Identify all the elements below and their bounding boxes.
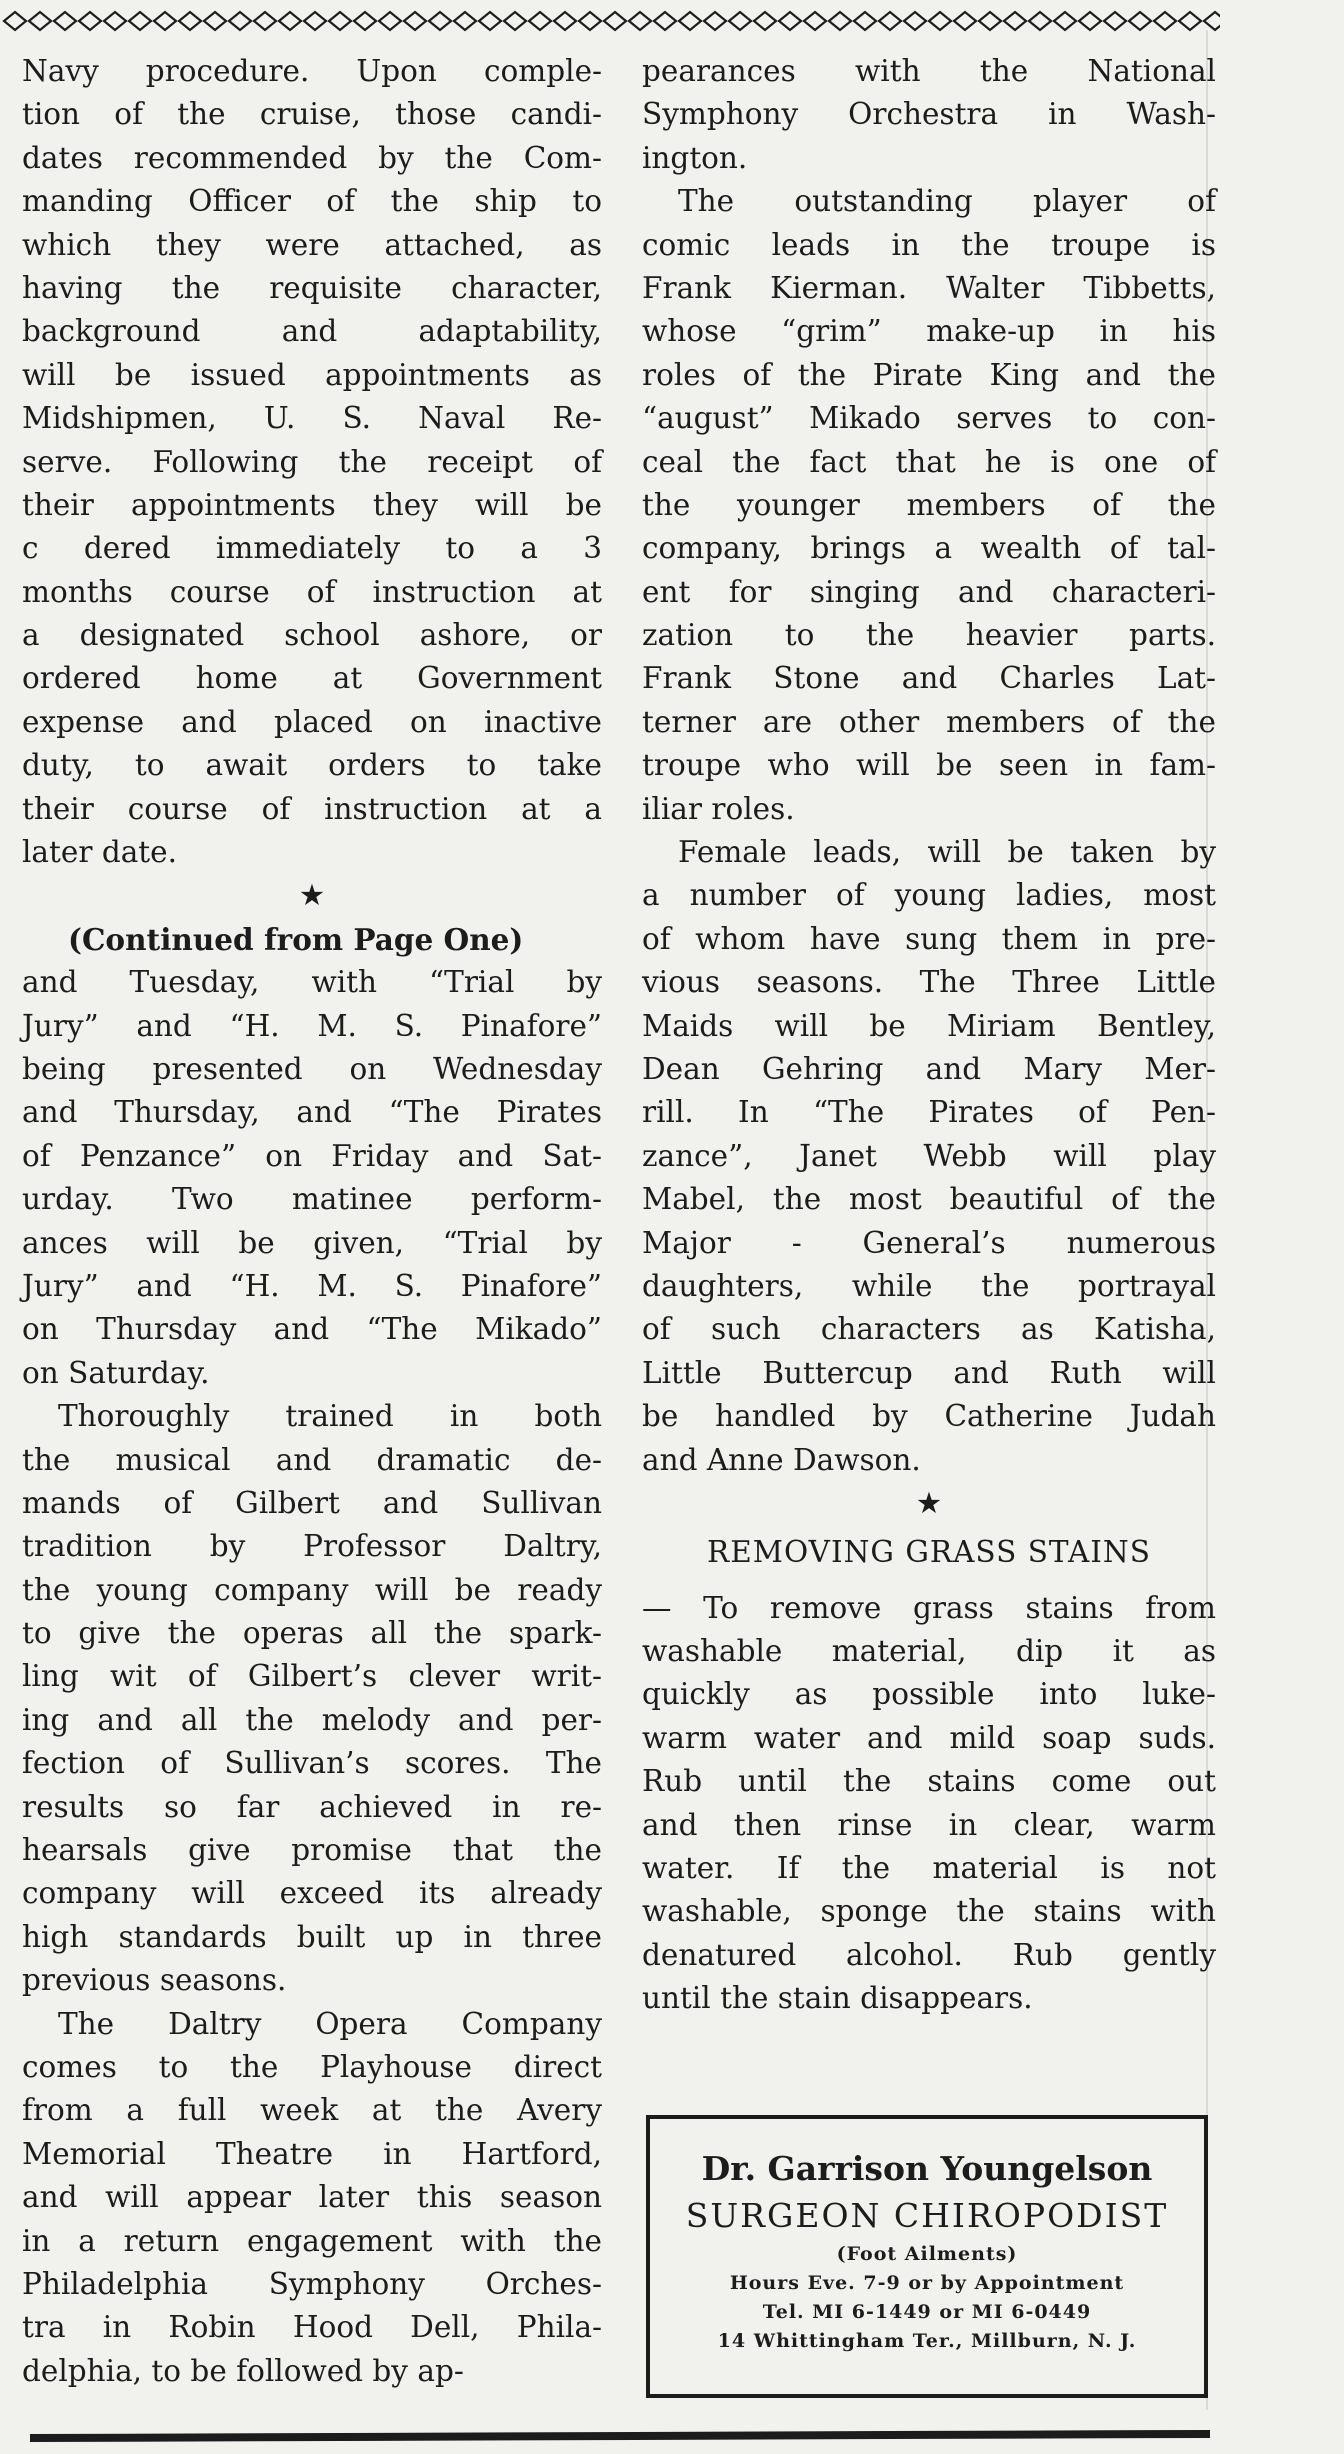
border-diamond bbox=[279, 12, 301, 30]
border-diamond bbox=[1104, 12, 1126, 30]
text-line: ling wit of Gilbert’s clever writ- bbox=[22, 1659, 602, 1694]
text-line: delphia, to be followed by ap- bbox=[22, 2353, 464, 2388]
left-paragraph-block-2 bbox=[22, 961, 602, 2393]
text-line: ordered home at Government bbox=[22, 661, 602, 696]
border-diamond bbox=[704, 12, 726, 30]
text-line: ceal the fact that he is one of bbox=[642, 444, 1216, 479]
decorative-border bbox=[0, 6, 1220, 36]
text-line: zation to the heavier parts. bbox=[642, 618, 1216, 653]
text-line: manding Officer of the ship to bbox=[22, 184, 602, 219]
article-heading: REMOVING GRASS STAINS bbox=[707, 1535, 1151, 1570]
border-diamond bbox=[454, 12, 476, 30]
text-line: the young company will be ready bbox=[22, 1572, 602, 1607]
text-line: of whom have sung them in pre- bbox=[642, 921, 1216, 956]
text-line: their course of instruction at a bbox=[22, 791, 602, 826]
text-line: be handled by Catherine Judah bbox=[642, 1399, 1216, 1434]
text-line: duty, to await orders to take bbox=[22, 748, 602, 783]
text-line: of such characters as Katisha, bbox=[642, 1312, 1216, 1347]
text-line: serve. Following the receipt of bbox=[22, 444, 602, 479]
text-line: which they were attached, as bbox=[22, 227, 602, 262]
text-line: Symphony Orchestra in Wash- bbox=[642, 97, 1216, 132]
continued-note: (Continued from Page One) bbox=[68, 921, 524, 957]
border-diamond bbox=[754, 12, 776, 30]
text-line: Frank Stone and Charles Lat- bbox=[642, 661, 1216, 696]
ad-address: 14 Whittingham Ter., Millburn, N. J. bbox=[717, 2330, 1137, 2352]
border-diamond bbox=[979, 12, 1001, 30]
border-diamond bbox=[554, 12, 576, 30]
text-line: Rub until the stains come out bbox=[642, 1764, 1216, 1799]
ad-phone: Tel. MI 6-1449 or MI 6-0449 bbox=[762, 2301, 1092, 2323]
text-line: the younger members of the bbox=[642, 487, 1216, 522]
text-line: Little Buttercup and Ruth will bbox=[642, 1355, 1216, 1390]
border-diamond bbox=[229, 12, 251, 30]
text-line: ington. bbox=[642, 140, 748, 175]
text-line: tradition by Professor Daltry, bbox=[22, 1529, 602, 1564]
right-column bbox=[642, 50, 1216, 2021]
text-line: to give the operas all the spark- bbox=[22, 1616, 602, 1651]
text-line: Midshipmen, U. S. Naval Re- bbox=[22, 401, 602, 436]
text-line: company will exceed its already bbox=[22, 1876, 602, 1911]
text-line: until the stain disappears. bbox=[642, 1981, 1033, 2016]
border-diamond bbox=[1079, 12, 1101, 30]
text-line: and will appear later this season bbox=[22, 2180, 602, 2215]
text-line: warm water and mild soap suds. bbox=[642, 1720, 1216, 1755]
border-diamond bbox=[1179, 12, 1201, 30]
text-line: in a return engagement with the bbox=[22, 2223, 602, 2258]
text-line: previous seasons. bbox=[22, 1963, 287, 1998]
text-line: urday. Two matinee perform- bbox=[22, 1182, 602, 1217]
border-diamond bbox=[304, 12, 326, 30]
border-diamond bbox=[1029, 12, 1051, 30]
text-line: and Thursday, and “The Pirates bbox=[22, 1095, 602, 1130]
border-diamond bbox=[79, 12, 101, 30]
section-star: ★ bbox=[298, 878, 326, 913]
text-line: results so far achieved in re- bbox=[22, 1789, 602, 1824]
text-line: Dean Gehring and Mary Mer- bbox=[642, 1051, 1216, 1086]
border-diamond bbox=[1129, 12, 1151, 30]
text-line: later date. bbox=[22, 835, 177, 870]
border-diamond bbox=[854, 12, 876, 30]
text-line: Major - General’s numerous bbox=[642, 1225, 1216, 1260]
text-line: comic leads in the troupe is bbox=[642, 227, 1216, 262]
text-line: company, brings a wealth of tal- bbox=[642, 531, 1216, 566]
border-diamond bbox=[179, 12, 201, 30]
text-line: daughters, while the portrayal bbox=[642, 1268, 1216, 1303]
text-line: washable, sponge the stains with bbox=[642, 1894, 1216, 1929]
text-line: hearsals give promise that the bbox=[22, 1833, 602, 1868]
text-line: water. If the material is not bbox=[642, 1851, 1216, 1886]
text-line: washable material, dip it as bbox=[642, 1634, 1216, 1669]
text-line: Female leads, will be taken by bbox=[678, 835, 1216, 870]
text-line: terner are other members of the bbox=[642, 704, 1216, 739]
text-line: fection of Sullivan’s scores. The bbox=[22, 1746, 602, 1781]
right-paragraph-block-1 bbox=[642, 50, 1216, 1482]
ad-hours: Hours Eve. 7-9 or by Appointment bbox=[729, 2272, 1125, 2294]
text-line: dates recommended by the Com- bbox=[22, 140, 602, 175]
ad-name: Dr. Garrison Youngelson bbox=[701, 2149, 1153, 2188]
text-line: Frank Kierman. Walter Tibbetts, bbox=[642, 270, 1216, 305]
border-diamond bbox=[429, 12, 451, 30]
border-diamond bbox=[904, 12, 926, 30]
border-diamond bbox=[1154, 12, 1176, 30]
text-line: being presented on Wednesday bbox=[22, 1051, 602, 1086]
section-star-right: ★ bbox=[915, 1485, 943, 1520]
text-line: Maids will be Miriam Bentley, bbox=[642, 1008, 1216, 1043]
border-diamond bbox=[479, 12, 501, 30]
text-line: ing and all the melody and per- bbox=[22, 1702, 602, 1737]
left-column bbox=[22, 50, 602, 2393]
text-line: months course of instruction at bbox=[22, 574, 602, 609]
border-diamond bbox=[329, 12, 351, 30]
text-line: on Thursday and “The Mikado” bbox=[22, 1312, 602, 1347]
text-line: The outstanding player of bbox=[678, 184, 1216, 219]
text-line: a designated school ashore, or bbox=[22, 618, 602, 653]
text-line: Jury” and “H. M. S. Pinafore” bbox=[22, 1268, 602, 1303]
text-line: will be issued appointments as bbox=[22, 357, 602, 392]
text-line: Memorial Theatre in Hartford, bbox=[22, 2136, 602, 2171]
border-diamond bbox=[204, 12, 226, 30]
border-diamond bbox=[829, 12, 851, 30]
border-diamond bbox=[504, 12, 526, 30]
text-line: troupe who will be seen in fam- bbox=[642, 748, 1216, 783]
border-diamond bbox=[654, 12, 676, 30]
text-line: iliar roles. bbox=[642, 791, 795, 826]
text-line: pearances with the National bbox=[642, 54, 1216, 88]
text-line: tion of the cruise, those candi- bbox=[22, 97, 602, 132]
text-line: Jury” and “H. M. S. Pinafore” bbox=[22, 1008, 602, 1043]
text-line: The Daltry Opera Company bbox=[58, 2006, 602, 2041]
text-line: — To remove grass stains from bbox=[642, 1590, 1216, 1625]
text-line: mands of Gilbert and Sullivan bbox=[22, 1485, 602, 1520]
text-line: and Anne Dawson. bbox=[642, 1442, 921, 1477]
text-line: denatured alcohol. Rub gently bbox=[642, 1937, 1216, 1972]
right-paragraph-block-2 bbox=[642, 1587, 1216, 2021]
border-diamond bbox=[404, 12, 426, 30]
border-diamond bbox=[104, 12, 126, 30]
border-diamond bbox=[354, 12, 376, 30]
text-line: from a full week at the Avery bbox=[22, 2093, 602, 2128]
text-line: and then rinse in clear, warm bbox=[642, 1807, 1216, 1842]
border-diamond bbox=[1004, 12, 1026, 30]
text-line: background and adaptability, bbox=[22, 314, 602, 349]
border-diamond bbox=[629, 12, 651, 30]
border-diamond bbox=[779, 12, 801, 30]
border-diamond bbox=[579, 12, 601, 30]
ad-subtitle: (Foot Ailments) bbox=[836, 2243, 1018, 2265]
border-diamond bbox=[129, 12, 151, 30]
text-line: expense and placed on inactive bbox=[22, 704, 602, 739]
border-diamond bbox=[604, 12, 626, 30]
text-line: quickly as possible into luke- bbox=[642, 1677, 1216, 1712]
text-line: Philadelphia Symphony Orches- bbox=[22, 2266, 602, 2301]
text-line: ances will be given, “Trial by bbox=[22, 1225, 602, 1260]
text-line: and Tuesday, with “Trial by bbox=[22, 965, 602, 1000]
text-line: the musical and dramatic de- bbox=[22, 1442, 602, 1477]
border-diamond bbox=[879, 12, 901, 30]
text-line: Thoroughly trained in both bbox=[58, 1399, 602, 1434]
text-line: “august” Mikado serves to con- bbox=[642, 401, 1216, 436]
text-line: rill. In “The Pirates of Pen- bbox=[642, 1095, 1216, 1130]
text-line: having the requisite character, bbox=[22, 270, 602, 305]
border-diamond bbox=[529, 12, 551, 30]
text-line: Navy procedure. Upon comple- bbox=[22, 54, 602, 88]
border-diamond bbox=[729, 12, 751, 30]
border-diamond bbox=[4, 12, 26, 30]
advertisement bbox=[646, 2115, 1208, 2398]
border-diamond bbox=[954, 12, 976, 30]
border-diamond bbox=[1204, 12, 1220, 30]
text-line: roles of the Pirate King and the bbox=[642, 357, 1216, 392]
text-line: a number of young ladies, most bbox=[642, 878, 1216, 913]
text-line: whose “grim” make-up in his bbox=[642, 314, 1216, 349]
text-line: c dered immediately to a 3 bbox=[22, 531, 602, 566]
border-diamond bbox=[1054, 12, 1076, 30]
border-diamond bbox=[29, 12, 51, 30]
text-line: of Penzance” on Friday and Sat- bbox=[22, 1138, 602, 1173]
text-line: tra in Robin Hood Dell, Phila- bbox=[22, 2310, 602, 2345]
text-line: Mabel, the most beautiful of the bbox=[642, 1182, 1216, 1217]
text-line: comes to the Playhouse direct bbox=[22, 2049, 602, 2084]
text-line: on Saturday. bbox=[22, 1355, 210, 1390]
border-diamond bbox=[679, 12, 701, 30]
text-line: zance”, Janet Webb will play bbox=[642, 1138, 1216, 1173]
text-line: vious seasons. The Three Little bbox=[642, 965, 1216, 1000]
border-diamond bbox=[379, 12, 401, 30]
text-line: ent for singing and characteri- bbox=[642, 574, 1216, 609]
bottom-rule bbox=[30, 2430, 1210, 2442]
text-line: their appointments they will be bbox=[22, 487, 602, 522]
border-diamond bbox=[254, 12, 276, 30]
border-diamond bbox=[929, 12, 951, 30]
text-line: high standards built up in three bbox=[22, 1919, 602, 1954]
ad-title: SURGEON CHIROPODIST bbox=[685, 2196, 1169, 2235]
border-diamond bbox=[54, 12, 76, 30]
left-paragraph-block-1 bbox=[22, 50, 602, 874]
border-diamond bbox=[154, 12, 176, 30]
border-diamond bbox=[804, 12, 826, 30]
